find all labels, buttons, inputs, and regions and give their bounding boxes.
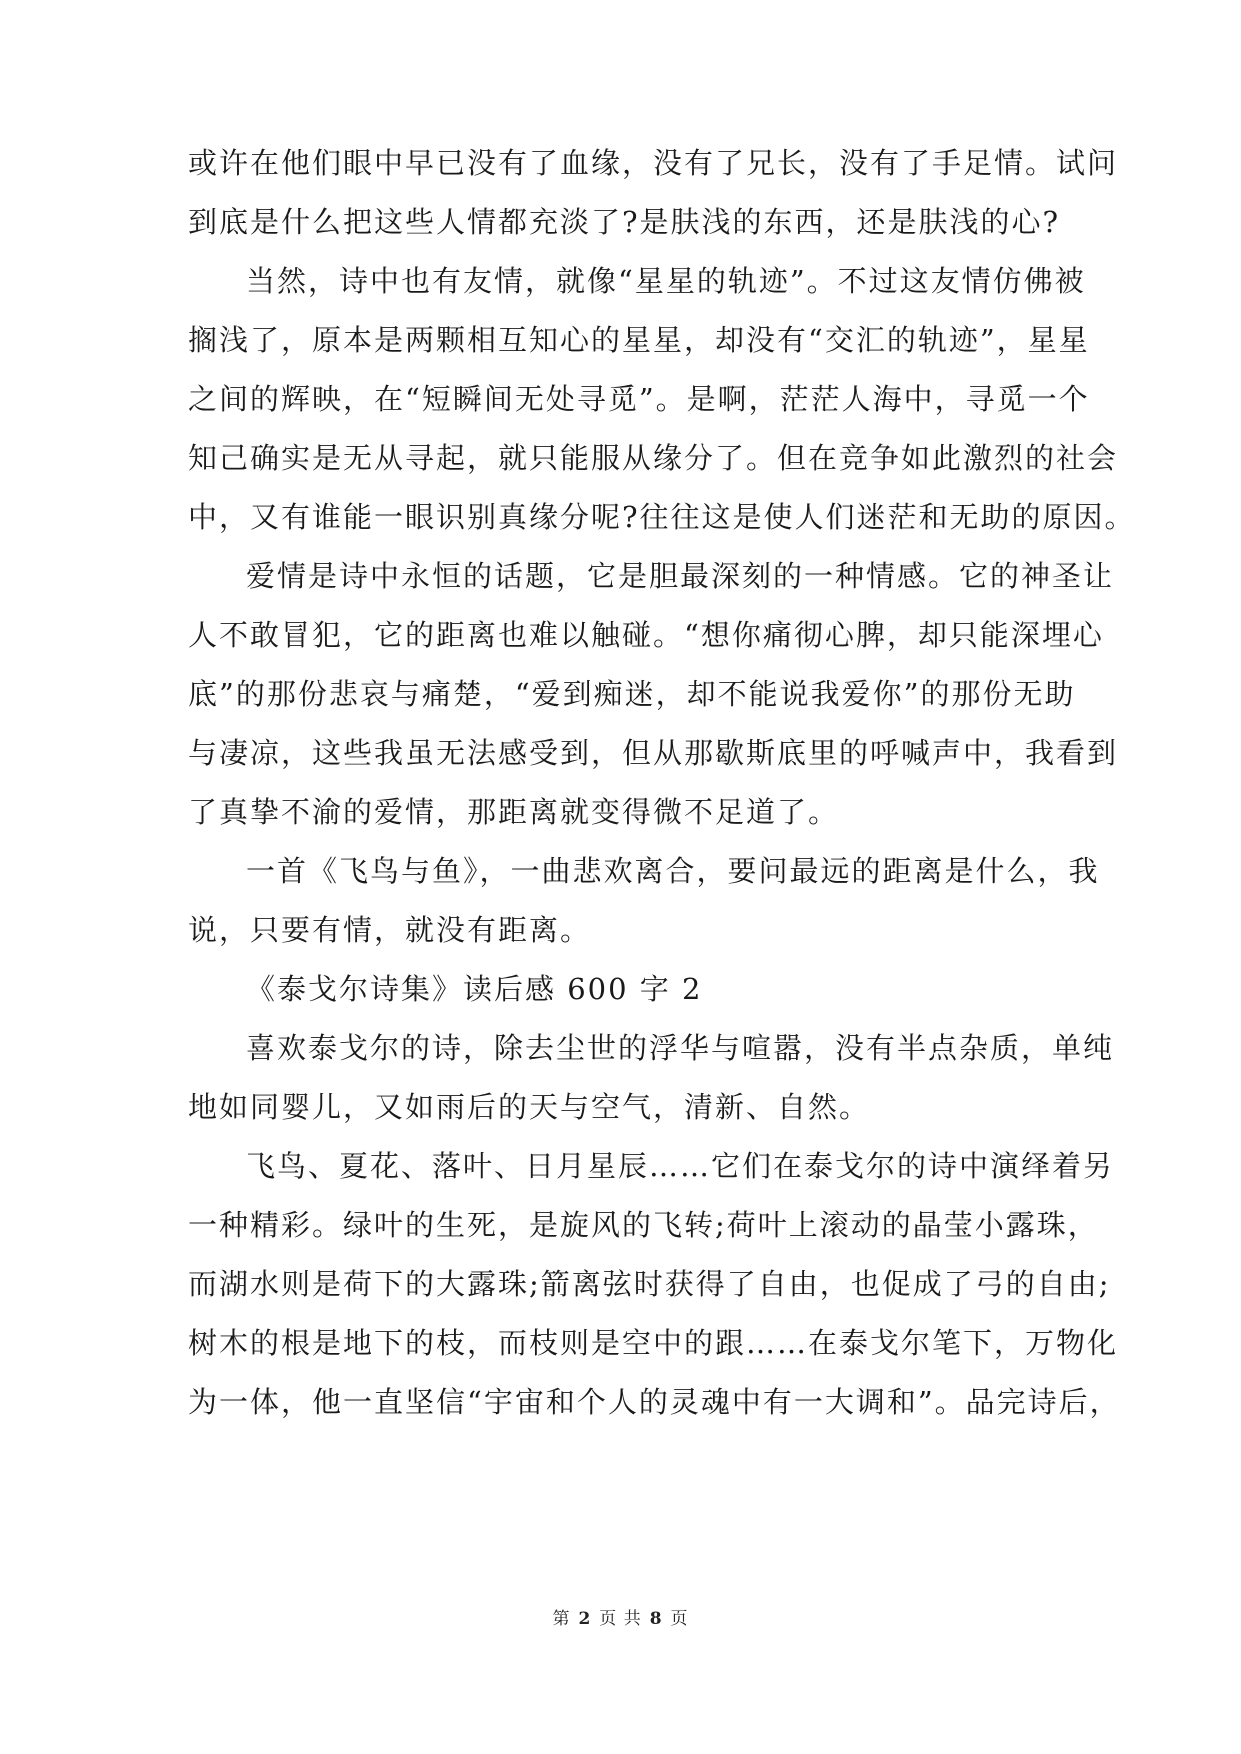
text-line: 到底是什么把这些人情都充淡了?是肤浅的东西，还是肤浅的心? [188, 205, 1061, 239]
text-line: 一首《飞鸟与鱼》，一曲悲欢离合，要问最远的距离是什么，我 [246, 854, 1100, 888]
text-line: 搁浅了，原本是两颗相互知心的星星，却没有“交汇的轨迹”，星星 [188, 323, 1090, 357]
text-line: 一种精彩。绿叶的生死，是旋风的飞转;荷叶上滚动的晶莹小露珠， [188, 1208, 1099, 1242]
section-heading: 《泰戈尔诗集》读后感 600 字 2 [246, 972, 703, 1006]
text-line: 之间的辉映，在“短瞬间无处寻觅”。是啊，茫茫人海中，寻觅一个 [188, 382, 1090, 416]
text-line: 中，又有谁能一眼识别真缘分呢?往往这是使人们迷茫和无助的原因。 [188, 500, 1136, 534]
text-line: 而湖水则是荷下的大露珠;箭离弦时获得了自由，也促成了弓的自由; [188, 1267, 1111, 1301]
text-line: 为一体，他一直坚信“宇宙和个人的灵魂中有一大调和”。品完诗后， [188, 1385, 1121, 1419]
text-line: 知己确实是无从寻起，就只能服从缘分了。但在竞争如此激烈的社会 [188, 441, 1119, 475]
text-line: 说，只要有情，就没有距离。 [188, 913, 592, 947]
text-line: 了真挚不渝的爱情，那距离就变得微不足道了。 [188, 795, 840, 829]
footer-prefix: 第 [552, 1609, 571, 1629]
text-line: 与凄凉，这些我虽无法感受到，但从那歇斯底里的呼喊声中，我看到 [188, 736, 1119, 770]
text-line: 地如同婴儿，又如雨后的天与空气，清新、自然。 [188, 1090, 871, 1124]
text-line: 喜欢泰戈尔的诗，除去尘世的浮华与喧嚣，没有半点杂质，单纯 [246, 1031, 1115, 1065]
footer-middle: 页 共 [599, 1609, 642, 1629]
text-line: 底”的那份悲哀与痛楚，“爱到痴迷，却不能说我爱你”的那份无助 [188, 677, 1076, 711]
page-footer [0, 1608, 1241, 1630]
footer-suffix: 页 [670, 1609, 689, 1629]
text-line: 爱情是诗中永恒的话题，它是胆最深刻的一种情感。它的神圣让 [246, 559, 1115, 593]
text-line: 当然，诗中也有友情，就像“星星的轨迹”。不过这友情仿佛被 [246, 264, 1086, 298]
text-line: 人不敢冒犯，它的距离也难以触碰。“想你痛彻心脾，却只能深埋心 [188, 618, 1104, 652]
text-line: 或许在他们眼中早已没有了血缘，没有了兄长，没有了手足情。试问 [188, 146, 1119, 180]
text-line: 飞鸟、夏花、落叶、日月星辰……它们在泰戈尔的诗中演绎着另 [246, 1149, 1115, 1183]
total-page-count: 8 [649, 1609, 663, 1629]
current-page-number: 2 [578, 1609, 592, 1629]
text-line: 树木的根是地下的枝，而枝则是空中的跟……在泰戈尔笔下，万物化 [188, 1326, 1119, 1360]
